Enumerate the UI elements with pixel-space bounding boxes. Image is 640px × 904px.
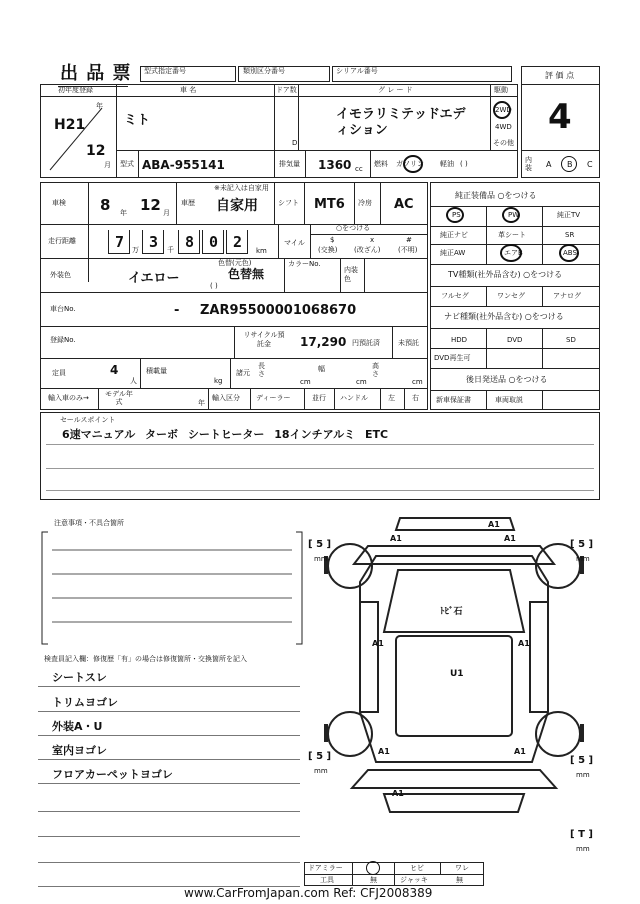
- option-aw: 純正AW: [440, 249, 466, 257]
- mileage-label: 走行距離: [48, 237, 76, 245]
- model-year-label: モデル年式: [105, 390, 133, 406]
- option-abs-circle: [559, 244, 579, 262]
- ac-label: 冷房: [358, 199, 372, 207]
- vehicle-name-label: 車 名: [180, 86, 197, 94]
- spare-tire-label: [ T ]: [570, 829, 593, 840]
- tire-rl-unit: mm: [314, 767, 328, 775]
- mark-hash: #: [406, 236, 412, 244]
- drive-label: 駆動: [494, 86, 508, 94]
- recycle-not: 未預託: [398, 339, 419, 347]
- fuel-diesel: 軽油: [440, 160, 454, 168]
- options-title: 純正装備品 ○をつける: [455, 191, 537, 200]
- note-item-2: トリムヨゴレ: [52, 696, 118, 709]
- first-reg-label: 初年度登録: [58, 86, 93, 94]
- tv-oneseg: ワンセグ: [497, 292, 525, 300]
- warranty-label: 新車保証書: [436, 396, 471, 404]
- notes-bracket: [40, 528, 310, 648]
- handle-label: ハンドル: [340, 394, 368, 402]
- color-change-paren: ( ): [210, 282, 218, 290]
- drive-2wd: 2WD: [495, 106, 512, 114]
- capacity-value: 4: [110, 363, 119, 377]
- height-label: 高さ: [372, 362, 379, 378]
- unknown-label: (不明): [398, 246, 418, 254]
- length-unit: cm: [300, 378, 311, 386]
- tire-fr-unit: mm: [576, 555, 590, 563]
- ac-value: AC: [394, 197, 414, 212]
- model-value: ABA-955141: [142, 158, 225, 172]
- chassis-prefix: -: [174, 303, 180, 318]
- inspection-month: 12: [140, 196, 161, 214]
- color-label: 外装色: [50, 271, 71, 279]
- recycle-label: リサイクル預託金: [243, 331, 285, 348]
- tire-depth-fr: [ 5 ]: [570, 539, 594, 550]
- note-item-4: 室内ヨゴレ: [52, 744, 107, 757]
- mileage-digit-1: 7: [115, 233, 125, 251]
- dealer-label: ディーラー: [256, 394, 291, 402]
- drive-other: その他: [493, 139, 514, 147]
- sales-points-text: 6速マニュアル ターボ シートヒーター 18インチアルミ ETC: [62, 428, 389, 441]
- watermark-text: www.CarFromJapan.com Ref: CFJ2008389: [184, 886, 433, 900]
- manual-label: 車両取説: [495, 396, 523, 404]
- damage-rear-right: A1: [514, 747, 526, 756]
- navi-hdd: HDD: [451, 336, 468, 344]
- drive-2wd-circle: [493, 101, 511, 119]
- tv-fullseg: フルセグ: [441, 292, 469, 300]
- rating-value: 4: [548, 97, 572, 137]
- dims-label: 諸元: [236, 369, 250, 377]
- model-year-suffix: 年: [198, 399, 205, 407]
- rating-label: 評 価 点: [545, 71, 575, 80]
- mark-x: x: [370, 236, 375, 244]
- break-label: ワレ: [455, 864, 469, 872]
- grade-label: グ レ ー ド: [378, 86, 413, 94]
- first-reg-year: H21: [54, 117, 86, 133]
- damage-rear-left: A1: [378, 747, 390, 756]
- note-item-1: シートスレ: [52, 671, 107, 684]
- door-mirror-circle: [366, 861, 380, 875]
- displacement-label: 排気量: [279, 160, 300, 168]
- spare-unit: mm: [576, 845, 590, 853]
- tire-depth-fl: [ 5 ]: [308, 539, 332, 550]
- color-change-label: 色替(元色): [218, 259, 252, 267]
- page-title: 出 品 票: [60, 63, 132, 84]
- option-leather: 革シート: [498, 231, 526, 239]
- interior-a: A: [546, 160, 552, 169]
- capacity-label: 定員: [52, 369, 66, 377]
- mileage-digit-5: 2: [233, 233, 243, 251]
- modified-label: (改ざん): [354, 246, 381, 254]
- option-pw-circle: [502, 207, 520, 223]
- color-value: イエロー: [128, 271, 180, 286]
- color-change-value: 色替無: [228, 267, 265, 281]
- tools-value: 無: [370, 876, 377, 884]
- option-navi: 純正ナビ: [440, 231, 468, 239]
- tire-depth-rr: [ 5 ]: [570, 755, 594, 766]
- option-airbag: エアB: [504, 249, 523, 257]
- import-label: 輸入車のみ→: [48, 394, 89, 402]
- man-unit: 万: [132, 246, 139, 254]
- option-abs: ABS: [563, 249, 577, 257]
- navi-type-title: ナビ種類(社外品含む) ○をつける: [444, 312, 564, 321]
- history-label: 車歴: [181, 199, 195, 207]
- damage-hood: ﾄﾋﾞ石: [440, 607, 463, 617]
- option-sr: SR: [565, 231, 575, 239]
- parallel-label: 並行: [312, 394, 326, 402]
- car-diagram: [318, 512, 618, 842]
- fuel-gasoline: ガソリン: [396, 160, 424, 168]
- chassis-value: ZAR95500001068670: [200, 303, 357, 318]
- option-ps-circle: [446, 207, 464, 223]
- damage-left-fender: A1: [372, 639, 384, 648]
- interior-b-circle: [561, 156, 577, 172]
- displacement-value: 1360: [318, 158, 352, 172]
- interior-color-label: 内装色: [344, 266, 358, 283]
- drive-4wd: 4WD: [495, 123, 512, 131]
- circle-note: ○をつける: [336, 224, 371, 232]
- option-ps: PS: [452, 211, 461, 219]
- model-label: 型式: [120, 160, 134, 168]
- model-spec-label: 型式指定番号: [144, 67, 186, 75]
- serial-label: シリアル番号: [336, 67, 378, 75]
- damage-front-right: A1: [504, 534, 516, 543]
- interior-c: C: [587, 160, 593, 169]
- door-mirror-label: ドアミラー: [308, 864, 343, 872]
- unregistered-note: ※未記入は自家用: [214, 184, 269, 192]
- inspector-label: 検査員記入欄：修復歴「有」の場合は修復箇所・交換箇所を記入: [44, 655, 247, 663]
- vehicle-name: ミト: [124, 113, 151, 128]
- tire-rr-unit: mm: [576, 771, 590, 779]
- mileage-digit-2: 3: [149, 233, 159, 251]
- year-unit: 年: [96, 102, 103, 110]
- interior-b: B: [567, 160, 573, 169]
- inspection-year: 8: [100, 196, 111, 214]
- damage-front-left: A1: [390, 534, 402, 543]
- fuel-label: 燃料: [374, 160, 388, 168]
- chassis-label: 車台No.: [50, 305, 76, 313]
- first-reg-month: 12: [86, 143, 106, 159]
- jack-label: ジャッキ: [400, 876, 428, 884]
- vehicle-info-frame: [40, 182, 428, 410]
- inspection-month-unit: 月: [163, 209, 170, 217]
- sales-points-frame: [40, 412, 600, 500]
- door-code: D: [292, 139, 298, 147]
- tv-type-title: TV種類(社外品含む) ○をつける: [448, 270, 563, 279]
- km-unit: km: [256, 247, 267, 255]
- note-item-5: フロアカーペットヨゴレ: [52, 768, 173, 781]
- import-category-label: 輸入区分: [212, 394, 240, 402]
- dvd-player: DVD再生可: [434, 354, 471, 362]
- damage-rear-bumper: A1: [392, 789, 404, 798]
- option-pw: PW: [508, 211, 520, 219]
- capacity-unit: 人: [130, 377, 137, 385]
- exchange-label: (交換): [318, 246, 338, 254]
- month-unit: 月: [104, 161, 111, 169]
- shift-label: シフト: [278, 199, 299, 207]
- tools-label: 工具: [320, 876, 334, 884]
- right-label: 右: [412, 394, 419, 402]
- navi-sd: SD: [566, 336, 576, 344]
- inspection-label: 車検: [52, 199, 66, 207]
- sales-points-label: セールスポイント: [60, 416, 116, 424]
- grade-line2: ィション: [336, 123, 388, 138]
- width-unit: cm: [356, 378, 367, 386]
- load-unit: kg: [214, 377, 223, 385]
- tire-depth-rl: [ 5 ]: [308, 751, 332, 762]
- grade-line1: イモラリミテッドエデ: [336, 107, 466, 122]
- aftermarket-title: 後日発送品 ○をつける: [466, 375, 548, 384]
- damage-right-fender: A1: [518, 639, 530, 648]
- crack-label: ヒビ: [410, 864, 424, 872]
- tv-analog: アナログ: [553, 292, 581, 300]
- fuel-paren: ( ): [460, 160, 468, 168]
- shift-value: MT6: [314, 197, 345, 212]
- option-airbag-circle: [500, 244, 522, 262]
- option-tv: 純正TV: [557, 211, 581, 219]
- tire-fl-unit: mm: [314, 555, 328, 563]
- color-no-label: カラーNo.: [288, 260, 321, 268]
- height-unit: cm: [412, 378, 423, 386]
- mile-label: マイル: [284, 239, 305, 247]
- note-item-3: 外装A・U: [52, 720, 103, 733]
- damage-roof: U1: [450, 669, 464, 679]
- length-label: 長さ: [258, 362, 265, 378]
- load-label: 積載量: [146, 367, 167, 375]
- doors-label: ドア数: [276, 86, 297, 94]
- mileage-digit-3: 8: [185, 233, 195, 251]
- left-label: 左: [388, 394, 395, 402]
- mark-dollar: $: [330, 236, 335, 244]
- reg-no-label: 登録No.: [50, 336, 76, 344]
- damage-front-bumper: A1: [488, 520, 500, 529]
- inspection-year-unit: 年: [120, 209, 127, 217]
- history-value: 自家用: [216, 198, 258, 214]
- width-label: 幅: [318, 365, 325, 373]
- sen-unit: 千: [167, 246, 174, 254]
- mileage-digit-4: 0: [209, 233, 219, 251]
- fuel-gasoline-circle: [403, 155, 423, 173]
- category-label: 類別区分番号: [243, 67, 285, 75]
- recycle-deposited: 円預託済: [352, 339, 380, 347]
- jack-value: 無: [456, 876, 463, 884]
- notes-label: 注意事項・不具合箇所: [54, 519, 124, 527]
- navi-dvd: DVD: [507, 336, 523, 344]
- recycle-value: 17,290: [300, 335, 347, 349]
- interior-label: 内装: [525, 156, 532, 172]
- displacement-unit: cc: [355, 165, 363, 173]
